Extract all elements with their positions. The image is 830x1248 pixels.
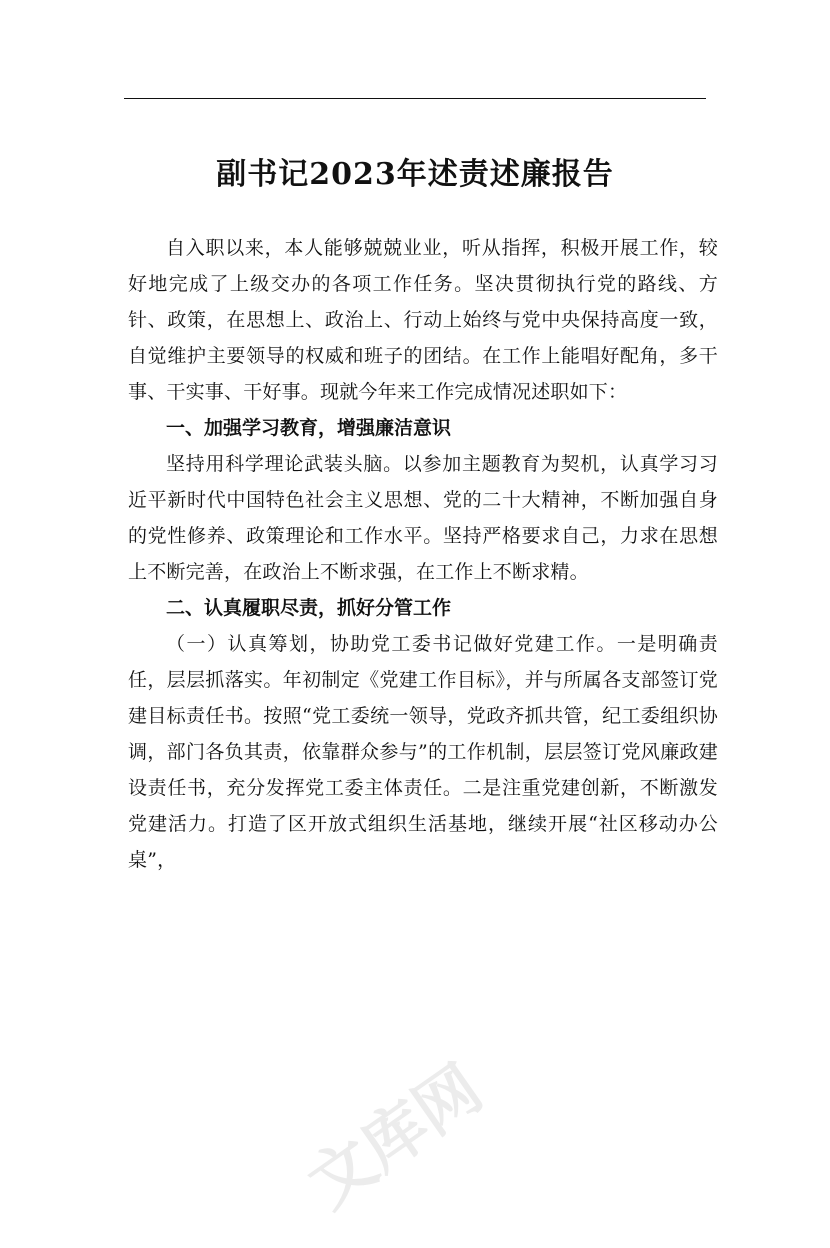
paragraph-2: 坚持用科学理论武装头脑。以参加主题教育为契机，认真学习习近平新时代中国特色社会主义思想、党的二十大精神，不断加强自身的党性修养、政策理论和工作水平。坚持严格要求自己，力求在思想上不断完善，在政治上不断求强，在工作上不断求精。 <box>128 453 718 583</box>
top-rule <box>124 98 706 99</box>
watermark: 文库网 <box>295 1051 496 1223</box>
paragraph-3: （一）认真筹划，协助党工委书记做好党建工作。一是明确责任，层层抓落实。年初制定《党建工作目标》，并与所属各支部签订党建目标责任书。按照“党工委统一领导，党政齐抓共管，纪工委组织协调，部门各负其责，依靠群众参与”的工作机制，层层签订党风廉政建设责任书，充分发挥党工委主体责任。二是注重党建创新，不断激发党建活力。打造了区开放式组织生活基地，继续开展“社区移动办公桌”， <box>128 633 718 871</box>
paragraph-1: 自入职以来，本人能够兢兢业业，听从指挥，积极开展工作，较好地完成了上级交办的各项工作任务。坚决贯彻执行党的路线、方针、政策，在思想上、政治上、行动上始终与党中央保持高度一致，自觉维护主要领导的权威和班子的团结。在工作上能唱好配角，多干事、干实事、干好事。现就今年来工作完成情况述职如下： <box>128 237 718 403</box>
section-heading-2: 二、认真履职尽责，抓好分管工作 <box>166 597 452 619</box>
document-body <box>128 230 718 878</box>
page-title: 副书记2023年述责述廉报告 <box>216 157 614 192</box>
section-heading-1: 一、加强学习教育，增强廉洁意识 <box>166 417 452 439</box>
